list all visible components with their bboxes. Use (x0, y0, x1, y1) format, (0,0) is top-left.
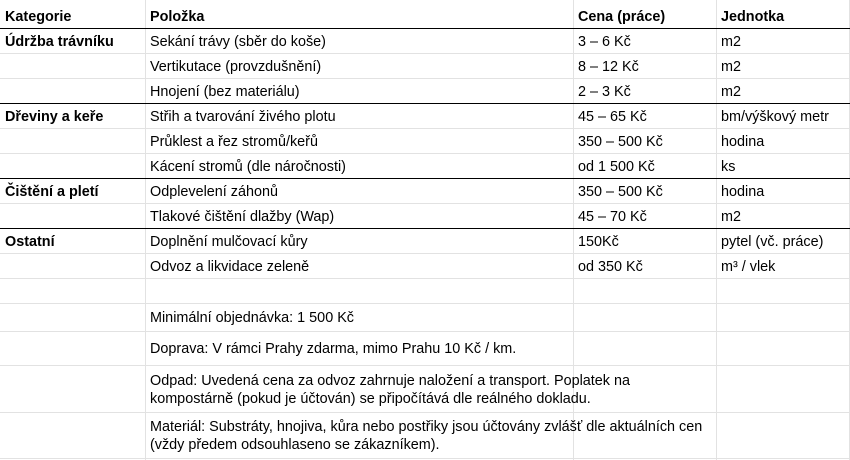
note-min-order: Minimální objednávka: 1 500 Kč (150, 310, 354, 326)
grid-line (145, 0, 146, 460)
item-cell: Kácení stromů (dle náročnosti) (150, 159, 346, 175)
price-cell: 3 – 6 Kč (578, 34, 631, 50)
header-border (0, 28, 850, 29)
note-transport: Doprava: V rámci Prahy zdarma, mimo Prahu 10 Kč / km. (150, 341, 517, 357)
item-cell: Sekání trávy (sběr do koše) (150, 34, 326, 50)
grid-line (716, 0, 717, 460)
item-cell: Doplnění mulčovací kůry (150, 234, 308, 250)
header-cena: Cena (práce) (578, 9, 666, 25)
item-cell: Odvoz a likvidace zeleně (150, 259, 310, 275)
item-cell: Hnojení (bez materiálu) (150, 84, 300, 100)
unit-cell: ks (721, 159, 736, 175)
unit-cell: hodina (721, 134, 765, 150)
grid-line (0, 78, 850, 79)
unit-cell: m2 (721, 59, 741, 75)
price-cell: 150Kč (578, 234, 619, 250)
header-polozka: Položka (150, 9, 205, 25)
unit-cell: m³ / vlek (721, 259, 776, 275)
header-jednotka: Jednotka (721, 9, 785, 25)
grid-line (0, 365, 850, 366)
unit-cell: pytel (vč. práce) (721, 234, 824, 250)
grid-line (0, 412, 850, 413)
price-cell: 8 – 12 Kč (578, 59, 639, 75)
price-cell: 350 – 500 Kč (578, 184, 663, 200)
unit-cell: m2 (721, 209, 741, 225)
item-cell: Tlakové čištění dlažby (Wap) (150, 209, 335, 225)
grid-line (0, 128, 850, 129)
grid-line (0, 458, 850, 459)
category-cell: Dřeviny a keře (5, 109, 104, 125)
note-waste: Odpad: Uvedená cena za odvoz zahrnuje naložení a transport. Poplatek na kompostárně (pokud je účtován) se připočítává dle reálného dokladu. (150, 373, 631, 407)
unit-cell: m2 (721, 84, 741, 100)
category-cell: Ostatní (5, 234, 55, 250)
price-cell: 350 – 500 Kč (578, 134, 663, 150)
section-border (0, 178, 850, 179)
grid-line (0, 53, 850, 54)
grid-line (0, 278, 850, 279)
section-border (0, 228, 850, 229)
price-cell: od 1 500 Kč (578, 159, 655, 175)
unit-cell: m2 (721, 34, 741, 50)
header-kategorie: Kategorie (5, 9, 72, 25)
item-cell: Průklest a řez stromů/keřů (150, 134, 318, 150)
item-cell: Vertikutace (provzdušnění) (150, 59, 322, 75)
item-cell: Střih a tvarování živého plotu (150, 109, 336, 125)
price-cell: 2 – 3 Kč (578, 84, 631, 100)
unit-cell: bm/výškový metr (721, 109, 829, 125)
grid-line (0, 253, 850, 254)
note-material: Materiál: Substráty, hnojiva, kůra nebo postřiky jsou účtovány zvlášť dle aktuálních cen (vždy předem odsouhlaseno se zákazníkem). (150, 419, 703, 453)
category-cell: Čištění a pletí (5, 184, 99, 200)
grid-line (0, 303, 850, 304)
price-cell: 45 – 70 Kč (578, 209, 647, 225)
price-cell: od 350 Kč (578, 259, 643, 275)
unit-cell: hodina (721, 184, 765, 200)
grid-line (0, 331, 850, 332)
grid-line (0, 203, 850, 204)
grid-line (0, 153, 850, 154)
category-cell: Údržba trávníku (5, 34, 114, 50)
section-border (0, 103, 850, 104)
price-cell: 45 – 65 Kč (578, 109, 647, 125)
item-cell: Odplevelení záhonů (150, 184, 279, 200)
